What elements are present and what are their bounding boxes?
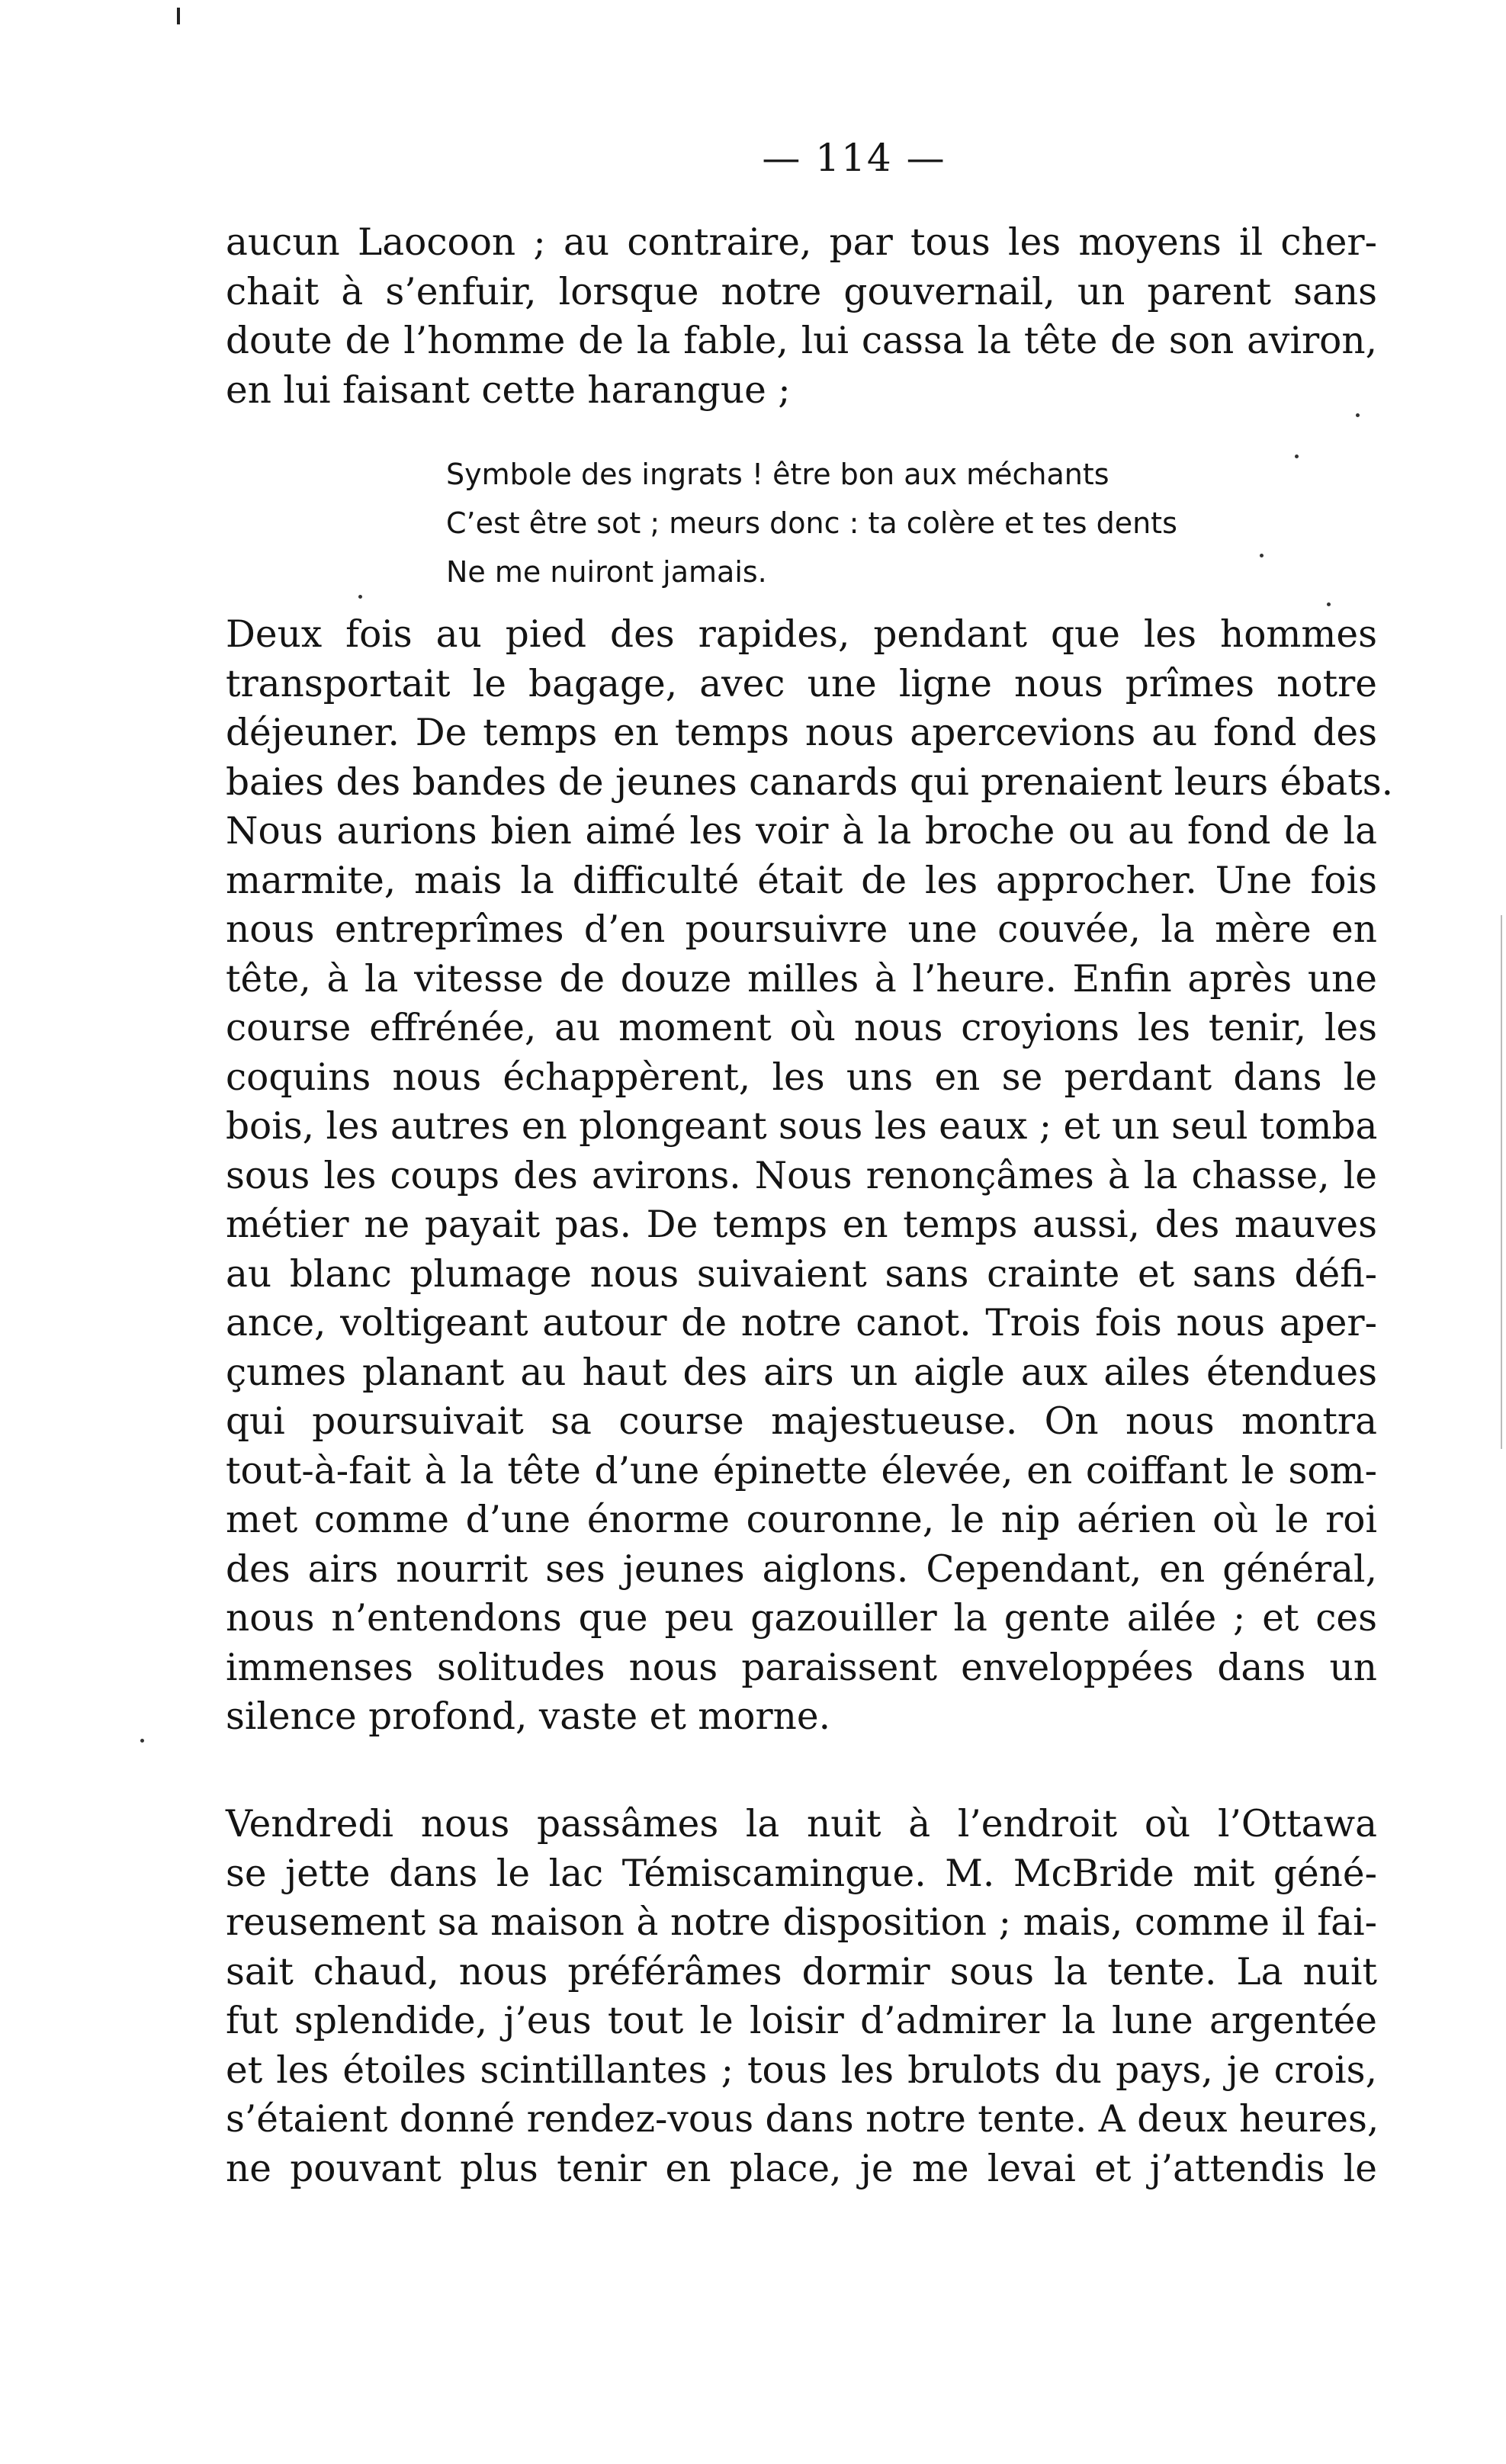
ink-speck — [358, 595, 362, 599]
text-line: Vendredi nous passâmes la nuit à l’endroit où l’Ottawa — [226, 1803, 1377, 1846]
text-line: silence profond, vaste et morne. — [226, 1695, 830, 1738]
text-line: tête, à la vitesse de douze milles à l’heure. Enfin après une — [226, 957, 1377, 1001]
text-line: ne pouvant plus tenir en place, je me levai et j’attendis le — [226, 2147, 1377, 2190]
verse-line: C’est être sot ; meurs donc : ta colère et tes dents — [446, 506, 1177, 540]
ink-speck — [1356, 413, 1360, 417]
paragraph-1 — [226, 218, 1377, 415]
text-line: Deux fois au pied des rapides, pendant que les hommes — [226, 613, 1377, 656]
page-number: — 114 — — [762, 136, 946, 180]
text-line: transportait le bagage, avec une ligne nous prîmes notre — [226, 662, 1377, 705]
text-line: reusement sa maison à notre disposition ; mais, comme il fai- — [226, 1901, 1377, 1944]
text-line: ance, voltigeant autour de notre canot. Trois fois nous aper- — [226, 1302, 1377, 1344]
verse-line: Symbole des ingrats ! être bon aux méchants — [446, 458, 1109, 491]
verse-quote — [446, 450, 1285, 596]
text-line: aucun Laocoon ; au contraire, par tous les moyens il cher- — [226, 221, 1377, 264]
text-line: sait chaud, nous préférâmes dormir sous la tente. La nuit — [226, 1950, 1377, 1993]
text-line: course effrénée, au moment où nous croyions les tenir, les — [226, 1007, 1377, 1049]
text-line: nous entreprîmes d’en poursuivre une couvée, la mère en — [226, 908, 1377, 951]
text-line: se jette dans le lac Témiscamingue. M. McBride mit géné- — [226, 1852, 1377, 1895]
text-line: en lui faisant cette harangue ; — [226, 368, 791, 412]
ink-speck — [1295, 455, 1299, 458]
ink-speck — [1260, 554, 1264, 557]
text-line: tout-à-fait à la tête d’une épinette élevée, en coiffant le som- — [226, 1449, 1377, 1492]
text-line: fut splendide, j’eus tout le loisir d’admirer la lune argentée — [226, 2000, 1377, 2042]
page-edge-shadow — [1501, 915, 1502, 1449]
text-line: et les étoiles scintillantes ; tous les brulots du pays, je crois, — [226, 2048, 1377, 2092]
text-line: marmite, mais la difficulté était de les approcher. Une fois — [226, 859, 1377, 902]
text-line: métier ne payait pas. De temps en temps aussi, des mauves — [226, 1203, 1377, 1246]
text-line: des airs nourrit ses jeunes aiglons. Cependant, en général, — [226, 1547, 1377, 1591]
text-line: s’étaient donné rendez-vous dans notre tente. A deux heures, — [226, 2098, 1379, 2141]
verse-line: Ne me nuiront jamais. — [446, 555, 767, 589]
text-line: sous les coups des avirons. Nous renonçâmes à la chasse, le — [226, 1154, 1377, 1197]
text-line: baies des bandes de jeunes canards qui prenaient leurs ébats. — [226, 760, 1393, 804]
paragraph-2 — [226, 610, 1393, 1742]
text-line: immenses solitudes nous paraissent enveloppées dans un — [226, 1646, 1377, 1689]
text-line: doute de l’homme de la fable, lui cassa la tête de son aviron, — [226, 320, 1377, 362]
ink-speck — [1327, 602, 1331, 606]
text-line: nous n’entendons que peu gazouiller la gente ailée ; et ces — [226, 1597, 1377, 1640]
text-line: au blanc plumage nous suivaient sans crainte et sans défi- — [226, 1252, 1377, 1296]
ink-speck — [140, 1739, 144, 1743]
text-line: Nous aurions bien aimé les voir à la broche ou au fond de la — [226, 810, 1377, 853]
paragraph-3 — [226, 1800, 1377, 2193]
text-line: chait à s’enfuir, lorsque notre gouvernail, un parent sans — [226, 270, 1377, 313]
text-line: coquins nous échappèrent, les uns en se perdant dans le — [226, 1055, 1377, 1099]
margin-mark — [177, 8, 180, 24]
text-line: bois, les autres en plongeant sous les eaux ; et un seul tomba — [226, 1105, 1378, 1148]
text-line: met comme d’une énorme couronne, le nip aérien où le roi — [226, 1499, 1377, 1541]
text-line: déjeuner. De temps en temps nous apercevions au fond des — [226, 712, 1377, 754]
text-line: qui poursuivait sa course majestueuse. On nous montra — [226, 1400, 1377, 1443]
text-line: çumes planant au haut des airs un aigle aux ailes étendues — [226, 1351, 1377, 1394]
